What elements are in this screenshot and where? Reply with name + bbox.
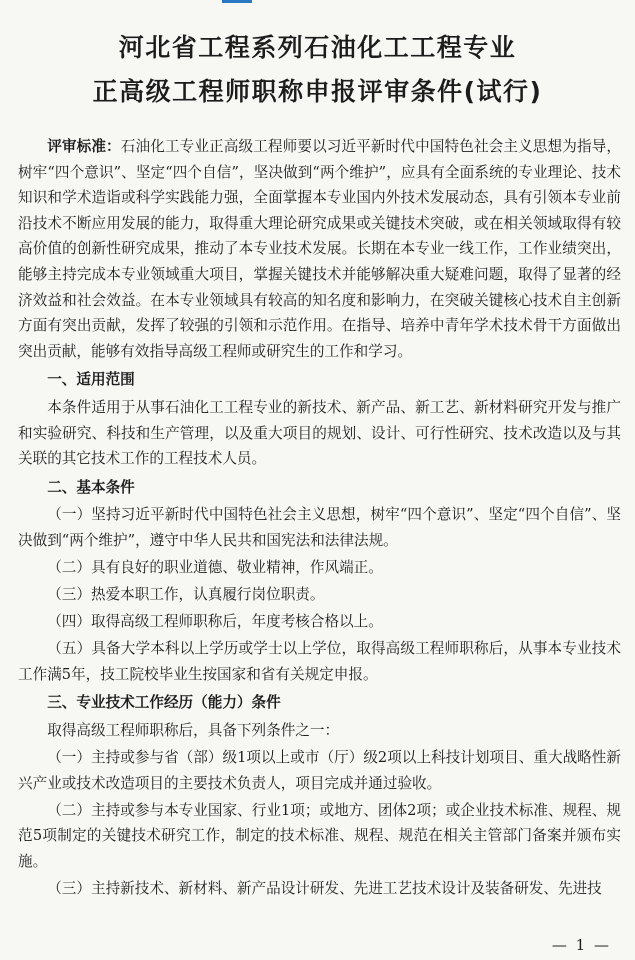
top-accent-bar <box>222 0 252 3</box>
section-1-heading: 一、适用范围 <box>47 371 135 389</box>
section-2-item-3: （三）热爱本职工作，认真履行岗位职责。 <box>47 586 325 604</box>
section-3-heading: 三、专业技术工作经历（能力）条件 <box>47 694 281 712</box>
standard-text: 石油化工专业正高级工程师要以习近平新时代中国特色社会主义思想为指导，树牢“四个意识”、坚定“四个自信”，坚决做到“两个维护”，应具有全面系统的专业理论、技术知识和学术造诣或科学实践能力强，全面掌握本专业国内外技术发展动态，具有引领本专业前沿技术不断应用发展的能力，取得重大理论研究成果或关键技术突破，或在相关领域取得有较高价值的创新性研究成果，推动了本专业技术发展。长期在本专业一线工作，工作业绩突出，能够主持完成本专业领域重大项目，掌握关键技术并能够解决重大疑难问题，取得了显著的经济效益和社会效益。在本专业领域具有较高的知名度和影响力，在突破关键核心技术自主创新方面有突出贡献，发挥了较强的引领和示范作用。在指导、培养中青年学术技术骨干方面做出突出贡献，能够有效指导高级工程师或研究生的工作和学习。 <box>18 138 621 360</box>
section-2-item-2: （二）具有良好的职业道德、敬业精神，作风端正。 <box>47 559 383 576</box>
section-3-item-1: （一）主持或参与省（部）级1项以上或市（厅）级2项以上科技计划项目、重大战略性新兴产业或技术改造项目的主要技术负责人，项目完成并通过验收。 <box>18 749 621 792</box>
section-2-heading: 二、基本条件 <box>47 478 135 496</box>
section-2-item-5: （五）具备大学本科以上学历或学士以上学位，取得高级工程师职称后，从事本专业技术工作满5年，技工院校毕业生按国家和省有关规定申报。 <box>18 640 621 683</box>
section-1-text: 本条件适用于从事石油化工工程专业的新技术、新产品、新工艺、新材料研究开发与推广和实验研究、科技和生产管理，以及重大项目的规划、设计、可行性研究、技术改造以及与其关联的其它技术工作的工程技术人员。 <box>18 398 621 468</box>
page-number: — 1 — <box>551 936 611 954</box>
section-3-item-2: （二）主持或参与本专业国家、行业1项；或地方、团体2项；或企业技术标准、规程、规范5项制定的关键技术研究工作，制定的技术标准、规程、规范在相关主管部门备案并颁布实施。 <box>18 801 621 871</box>
section-3-item-3: （三）主持新技术、新材料、新产品设计研发、先进工艺技术设计及装备研发、先进技 <box>47 880 602 898</box>
title-line-2: 正高级工程师职称申报评审条件(试行) <box>92 77 543 106</box>
standard-paragraph <box>18 134 621 364</box>
section-2-item-1: （一）坚持习近平新时代中国特色社会主义思想，树牢“四个意识”、坚定“四个自信”、坚决做到“两个维护”，遵守中华人民共和国宪法和法律法规。 <box>18 506 621 549</box>
title-line-1: 河北省工程系列石油化工工程专业 <box>118 33 517 62</box>
document-title <box>0 26 635 114</box>
section-3-intro: 取得高级工程师职称后，具备下列条件之一： <box>47 722 340 740</box>
document-body <box>18 134 621 903</box>
standard-label: 评审标准： <box>47 138 121 155</box>
section-2-item-4: （四）取得高级工程师职称后，年度考核合格以上。 <box>47 613 383 631</box>
